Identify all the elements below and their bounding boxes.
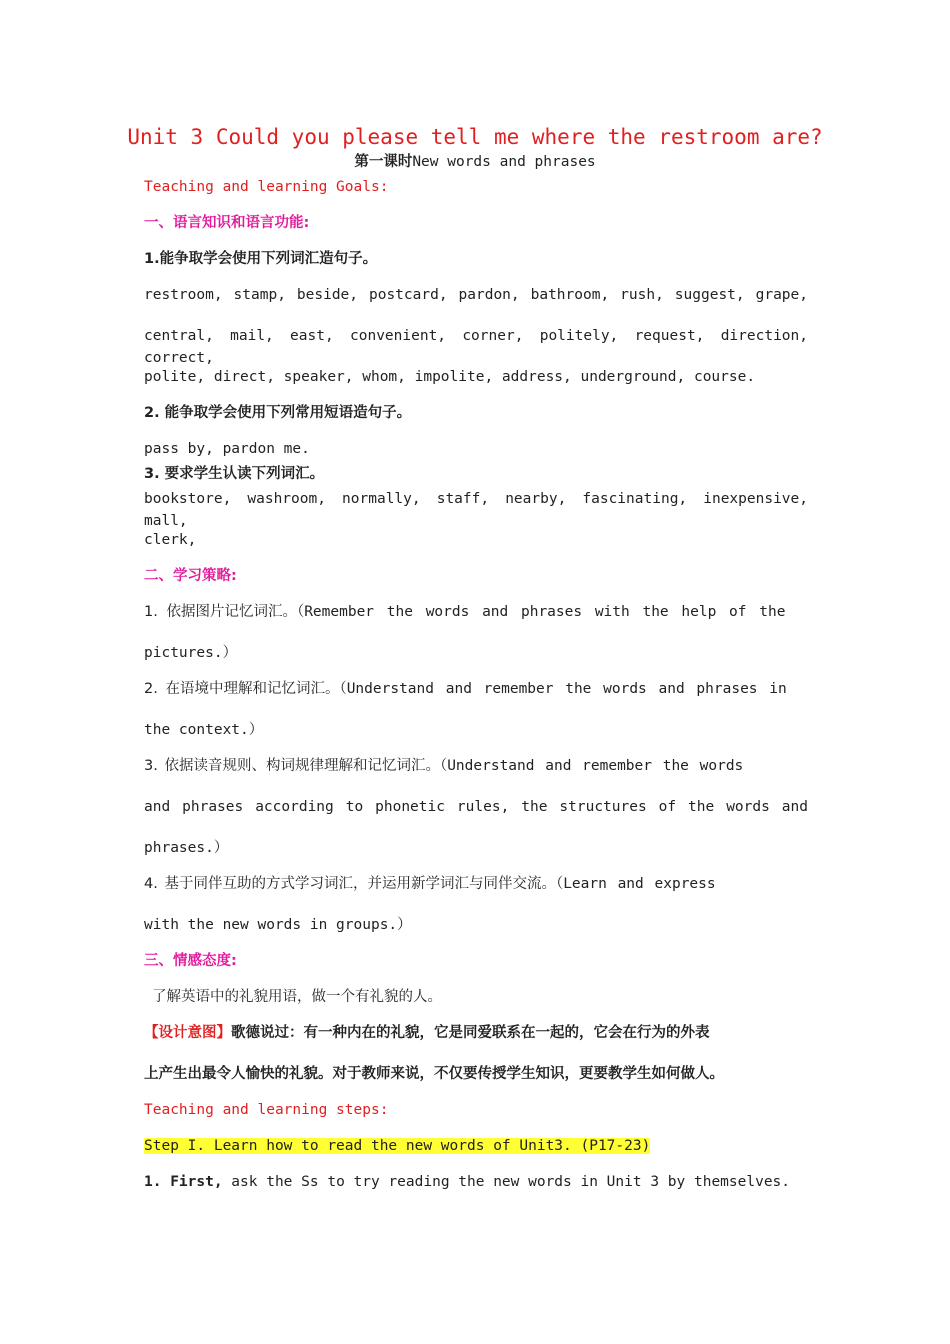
section-1-item-1: 1.能争取学会使用下列词汇造句子。 bbox=[144, 251, 378, 267]
step-1-item-1 bbox=[144, 1171, 808, 1193]
vocab-line-2: central, mail, east, convenient, corner, politely, request, direction, correct, bbox=[144, 328, 808, 366]
subtitle-cn: 第一课时 bbox=[354, 154, 413, 170]
vocab-line-3: polite, direct, speaker, whom, impolite, address, underground, course. bbox=[144, 369, 756, 385]
section-1-heading: 一、语言知识和语言功能: bbox=[144, 215, 310, 231]
strategy-2-line-1 bbox=[144, 678, 808, 700]
strategy-4-line-2: with the new words in groups.） bbox=[144, 917, 412, 933]
subtitle-en: New words and phrases bbox=[412, 154, 596, 170]
strategy-2-cn: 2. 在语境中理解和记忆词汇。 bbox=[144, 681, 340, 697]
strategy-1-en: （Remember the words and phrases with the help of the bbox=[296, 604, 786, 620]
document-title: Unit 3 Could you please tell me where the restroom are? bbox=[127, 125, 823, 149]
phrases-line: pass by, pardon me. bbox=[144, 441, 310, 457]
strategy-4-cn: 4. 基于同伴互助的方式学习词汇，并运用新学词汇与同伴交流。 bbox=[144, 876, 556, 892]
strategy-3-line-1 bbox=[144, 755, 808, 777]
strategy-3-en: （Understand and remember the words bbox=[439, 758, 744, 774]
section-2-heading: 二、学习策略: bbox=[144, 568, 237, 584]
strategy-1-line-1 bbox=[144, 601, 808, 623]
steps-heading: Teaching and learning steps: bbox=[144, 1102, 389, 1118]
design-intent-line-1 bbox=[144, 1022, 808, 1044]
section-3-heading: 三、情感态度: bbox=[144, 953, 237, 969]
strategy-1-cn: 1. 依据图片记忆词汇。 bbox=[144, 604, 297, 620]
strategy-2-en: （Understand and remember the words and phrases in bbox=[339, 681, 787, 697]
section-3-text: 了解英语中的礼貌用语，做一个有礼貌的人。 bbox=[152, 989, 442, 1005]
strategy-2-line-2: the context.） bbox=[144, 722, 264, 738]
section-1-item-3: 3. 要求学生认读下列词汇。 bbox=[144, 466, 325, 482]
design-intent-text-1: 歌德说过：有一种内在的礼貌，它是同爱联系在一起的，它会在行为的外表 bbox=[231, 1025, 710, 1041]
strategy-1-line-2: pictures.） bbox=[144, 645, 238, 661]
step-1-item-text: ask the Ss to try reading the new words in Unit 3 by themselves. bbox=[222, 1174, 791, 1190]
strategy-3-line-2: and phrases according to phonetic rules, the structures of the words and bbox=[144, 799, 808, 815]
strategy-4-en: （Learn and express bbox=[555, 876, 716, 892]
vocab-line-1: restroom, stamp, beside, postcard, pardon, bathroom, rush, suggest, grape, bbox=[144, 287, 808, 303]
design-intent-line-2: 上产生出最令人愉快的礼貌。对于教师来说，不仅要传授学生知识，更要教学生如何做人。 bbox=[144, 1066, 724, 1082]
read-line-1: bookstore, washroom, normally, staff, nearby, fascinating, inexpensive, mall, bbox=[144, 491, 808, 529]
step-1-highlight: Step I. Learn how to read the new words of Unit3. (P17-23) bbox=[144, 1138, 651, 1154]
section-1-item-2: 2. 能争取学会使用下列常用短语造句子。 bbox=[144, 405, 412, 421]
document-subtitle bbox=[0, 151, 950, 173]
design-intent-label: 【设计意图】 bbox=[144, 1025, 231, 1041]
strategy-4-line-1 bbox=[144, 873, 808, 895]
strategy-3-cn: 3. 依据读音规则、构词规律理解和记忆词汇。 bbox=[144, 758, 440, 774]
read-line-2: clerk, bbox=[144, 532, 197, 548]
step-1-heading bbox=[144, 1135, 808, 1157]
step-1-item-num: 1. First, bbox=[144, 1174, 223, 1190]
strategy-3-line-3: phrases.） bbox=[144, 840, 229, 856]
goals-heading: Teaching and learning Goals: bbox=[144, 179, 389, 195]
